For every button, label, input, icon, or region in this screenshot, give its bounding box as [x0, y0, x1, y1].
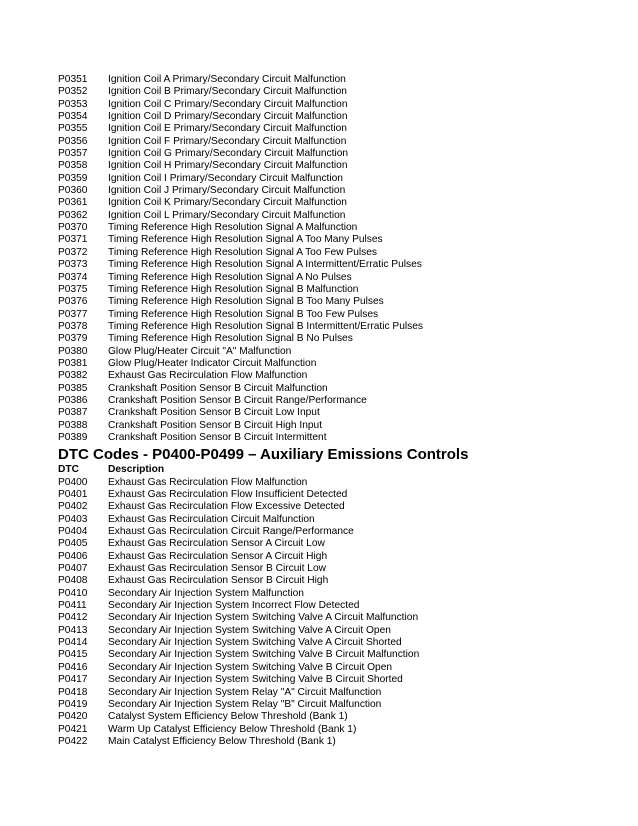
table-row	[58, 383, 618, 395]
dtc-code: P0372	[58, 246, 88, 258]
dtc-code: P0370	[58, 222, 88, 234]
dtc-description: Warm Up Catalyst Efficiency Below Threshold (Bank 1)	[108, 723, 357, 735]
dtc-code: P0360	[58, 185, 88, 197]
dtc-description: Secondary Air Injection System Switching Valve B Circuit Open	[108, 661, 393, 673]
dtc-description: Timing Reference High Resolution Signal B No Pulses	[108, 333, 353, 345]
table-row	[58, 724, 618, 736]
table-row	[58, 432, 618, 444]
document-page	[58, 74, 618, 748]
dtc-description: Ignition Coil D Primary/Secondary Circuit Malfunction	[108, 111, 348, 123]
dtc-code: P0415	[58, 649, 88, 661]
table-row	[58, 160, 618, 172]
dtc-description: Glow Plug/Heater Circuit "A" Malfunction	[108, 345, 292, 357]
dtc-code: P0361	[58, 197, 88, 209]
dtc-description: Ignition Coil L Primary/Secondary Circuit Malfunction	[108, 209, 346, 221]
table-row	[58, 259, 618, 271]
dtc-code: P0402	[58, 501, 88, 513]
table-row	[58, 699, 618, 711]
table-row	[58, 625, 618, 637]
dtc-code: P0371	[58, 234, 88, 246]
dtc-list-p0400-p0422	[58, 477, 618, 749]
dtc-code: P0418	[58, 686, 88, 698]
table-row	[58, 600, 618, 612]
dtc-code: P0416	[58, 661, 88, 673]
table-row	[58, 526, 618, 538]
dtc-description: Timing Reference High Resolution Signal A Malfunction	[108, 222, 358, 234]
dtc-code: P0359	[58, 172, 88, 184]
dtc-code: P0357	[58, 148, 88, 160]
dtc-description: Timing Reference High Resolution Signal B Too Few Pulses	[108, 308, 379, 320]
table-row	[58, 407, 618, 419]
dtc-description: Ignition Coil I Primary/Secondary Circuit Malfunction	[108, 172, 343, 184]
dtc-code: P0382	[58, 370, 88, 382]
table-row	[58, 197, 618, 209]
dtc-code: P0405	[58, 538, 88, 550]
dtc-description: Ignition Coil B Primary/Secondary Circuit Malfunction	[108, 86, 347, 98]
dtc-description: Timing Reference High Resolution Signal A No Pulses	[108, 271, 352, 283]
table-row	[58, 346, 618, 358]
dtc-description: Timing Reference High Resolution Signal B Intermittent/Erratic Pulses	[108, 320, 424, 332]
table-row	[58, 99, 618, 111]
dtc-code: P0389	[58, 431, 88, 443]
table-row	[58, 148, 618, 160]
dtc-code: P0377	[58, 308, 88, 320]
dtc-description: Timing Reference High Resolution Signal A Intermittent/Erratic Pulses	[108, 259, 422, 271]
table-row	[58, 173, 618, 185]
dtc-code: P0381	[58, 357, 88, 369]
table-row	[58, 296, 618, 308]
dtc-description: Exhaust Gas Recirculation Flow Malfunction	[108, 476, 308, 488]
dtc-description: Crankshaft Position Sensor B Circuit Range/Performance	[108, 394, 367, 406]
dtc-description: Secondary Air Injection System Switching Valve B Circuit Shorted	[108, 674, 403, 686]
dtc-description: Ignition Coil J Primary/Secondary Circuit Malfunction	[108, 185, 346, 197]
dtc-description: Ignition Coil H Primary/Secondary Circuit Malfunction	[108, 160, 348, 172]
dtc-code: P0355	[58, 123, 88, 135]
table-header-row	[58, 464, 618, 476]
table-row	[58, 538, 618, 550]
dtc-description: Timing Reference High Resolution Signal B Too Many Pulses	[108, 296, 384, 308]
dtc-code: P0422	[58, 735, 88, 747]
table-row	[58, 489, 618, 501]
table-row	[58, 123, 618, 135]
table-row	[58, 222, 618, 234]
table-row	[58, 136, 618, 148]
dtc-description: Crankshaft Position Sensor B Circuit Intermittent	[108, 431, 327, 443]
dtc-code: P0358	[58, 160, 88, 172]
header-description: Description	[108, 464, 165, 476]
dtc-code: P0419	[58, 698, 88, 710]
dtc-description: Ignition Coil E Primary/Secondary Circuit Malfunction	[108, 123, 347, 135]
dtc-description: Ignition Coil K Primary/Secondary Circuit Malfunction	[108, 197, 347, 209]
dtc-description: Secondary Air Injection System Switching Valve A Circuit Shorted	[108, 637, 402, 649]
dtc-description: Glow Plug/Heater Indicator Circuit Malfunction	[108, 357, 317, 369]
table-row	[58, 501, 618, 513]
table-row	[58, 321, 618, 333]
dtc-code: P0354	[58, 111, 88, 123]
dtc-code: P0401	[58, 489, 88, 500]
section-title: DTC Codes - P0400-P0499 – Auxiliary Emissions Controls	[58, 446, 469, 464]
dtc-code: P0407	[58, 563, 88, 575]
table-row	[58, 284, 618, 296]
dtc-description: Exhaust Gas Recirculation Sensor A Circuit Low	[108, 538, 325, 550]
dtc-code: P0373	[58, 259, 88, 271]
table-row	[58, 711, 618, 723]
dtc-code: P0410	[58, 587, 88, 599]
dtc-description: Catalyst System Efficiency Below Threshold (Bank 1)	[108, 711, 348, 723]
table-row	[58, 736, 618, 748]
dtc-code: P0414	[58, 637, 88, 649]
table-row	[58, 333, 618, 345]
table-row	[58, 210, 618, 222]
dtc-description: Secondary Air Injection System Incorrect Flow Detected	[108, 600, 360, 612]
table-row	[58, 649, 618, 661]
table-row	[58, 514, 618, 526]
dtc-description: Exhaust Gas Recirculation Flow Excessive Detected	[108, 501, 345, 513]
dtc-description: Secondary Air Injection System Switching Valve B Circuit Malfunction	[108, 649, 420, 661]
table-row	[58, 358, 618, 370]
dtc-list-p0351-p0389	[58, 74, 618, 444]
dtc-code: P0378	[58, 320, 88, 332]
dtc-description: Exhaust Gas Recirculation Circuit Malfunction	[108, 513, 315, 525]
dtc-description: Exhaust Gas Recirculation Sensor A Circuit High	[108, 550, 328, 562]
dtc-description: Ignition Coil A Primary/Secondary Circuit Malfunction	[108, 74, 346, 85]
dtc-description: Timing Reference High Resolution Signal A Too Many Pulses	[108, 234, 383, 246]
table-row	[58, 74, 618, 86]
table-row	[58, 674, 618, 686]
dtc-code: P0421	[58, 723, 88, 735]
dtc-code: P0417	[58, 674, 88, 686]
table-row	[58, 637, 618, 649]
dtc-code: P0362	[58, 209, 88, 221]
dtc-description: Crankshaft Position Sensor B Circuit Low Input	[108, 407, 320, 419]
dtc-code: P0352	[58, 86, 88, 98]
dtc-description: Ignition Coil G Primary/Secondary Circuit Malfunction	[108, 148, 349, 160]
dtc-description: Secondary Air Injection System Switching Valve A Circuit Malfunction	[108, 612, 419, 624]
dtc-code: P0413	[58, 624, 88, 636]
table-row	[58, 420, 618, 432]
dtc-code: P0411	[58, 600, 87, 612]
dtc-description: Secondary Air Injection System Relay "A" Circuit Malfunction	[108, 686, 382, 698]
header-dtc: DTC	[58, 464, 79, 476]
dtc-description: Crankshaft Position Sensor B Circuit High Input	[108, 419, 323, 431]
dtc-description: Ignition Coil C Primary/Secondary Circuit Malfunction	[108, 98, 348, 110]
table-row	[58, 477, 618, 489]
table-row	[58, 234, 618, 246]
table-row	[58, 612, 618, 624]
dtc-description: Main Catalyst Efficiency Below Threshold (Bank 1)	[108, 735, 336, 747]
dtc-code: P0380	[58, 345, 88, 357]
table-row	[58, 551, 618, 563]
table-row	[58, 272, 618, 284]
dtc-description: Secondary Air Injection System Malfunction	[108, 587, 304, 599]
dtc-description: Ignition Coil F Primary/Secondary Circuit Malfunction	[108, 135, 347, 147]
table-row	[58, 662, 618, 674]
dtc-code: P0406	[58, 550, 88, 562]
dtc-code: P0356	[58, 135, 88, 147]
dtc-description: Exhaust Gas Recirculation Flow Insufficient Detected	[108, 489, 348, 500]
dtc-code: P0404	[58, 526, 88, 538]
dtc-description: Exhaust Gas Recirculation Sensor B Circuit Low	[108, 563, 326, 575]
dtc-code: P0375	[58, 283, 88, 295]
dtc-description: Secondary Air Injection System Switching Valve A Circuit Open	[108, 624, 391, 636]
table-row	[58, 309, 618, 321]
table-row	[58, 687, 618, 699]
dtc-description: Exhaust Gas Recirculation Sensor B Circuit High	[108, 575, 329, 587]
dtc-code: P0353	[58, 98, 88, 110]
dtc-code: P0385	[58, 382, 88, 394]
dtc-code: P0351	[58, 74, 88, 85]
table-row	[58, 111, 618, 123]
dtc-description: Crankshaft Position Sensor B Circuit Malfunction	[108, 382, 328, 394]
dtc-code: P0408	[58, 575, 88, 587]
dtc-code: P0374	[58, 271, 88, 283]
dtc-code: P0376	[58, 296, 88, 308]
dtc-code: P0420	[58, 711, 88, 723]
table-row	[58, 86, 618, 98]
table-row	[58, 563, 618, 575]
dtc-code: P0403	[58, 513, 88, 525]
table-row	[58, 395, 618, 407]
dtc-code: P0412	[58, 612, 88, 624]
table-row	[58, 247, 618, 259]
table-row	[58, 575, 618, 587]
dtc-description: Secondary Air Injection System Relay "B" Circuit Malfunction	[108, 698, 382, 710]
dtc-description: Exhaust Gas Recirculation Circuit Range/Performance	[108, 526, 354, 538]
dtc-code: P0386	[58, 394, 88, 406]
table-row	[58, 588, 618, 600]
dtc-code: P0400	[58, 476, 88, 488]
dtc-description: Exhaust Gas Recirculation Flow Malfunction	[108, 370, 308, 382]
dtc-description: Timing Reference High Resolution Signal A Too Few Pulses	[108, 246, 377, 258]
table-row	[58, 185, 618, 197]
dtc-code: P0379	[58, 333, 88, 345]
table-row	[58, 370, 618, 382]
dtc-code: P0388	[58, 419, 88, 431]
dtc-description: Timing Reference High Resolution Signal B Malfunction	[108, 283, 359, 295]
dtc-code: P0387	[58, 407, 88, 419]
